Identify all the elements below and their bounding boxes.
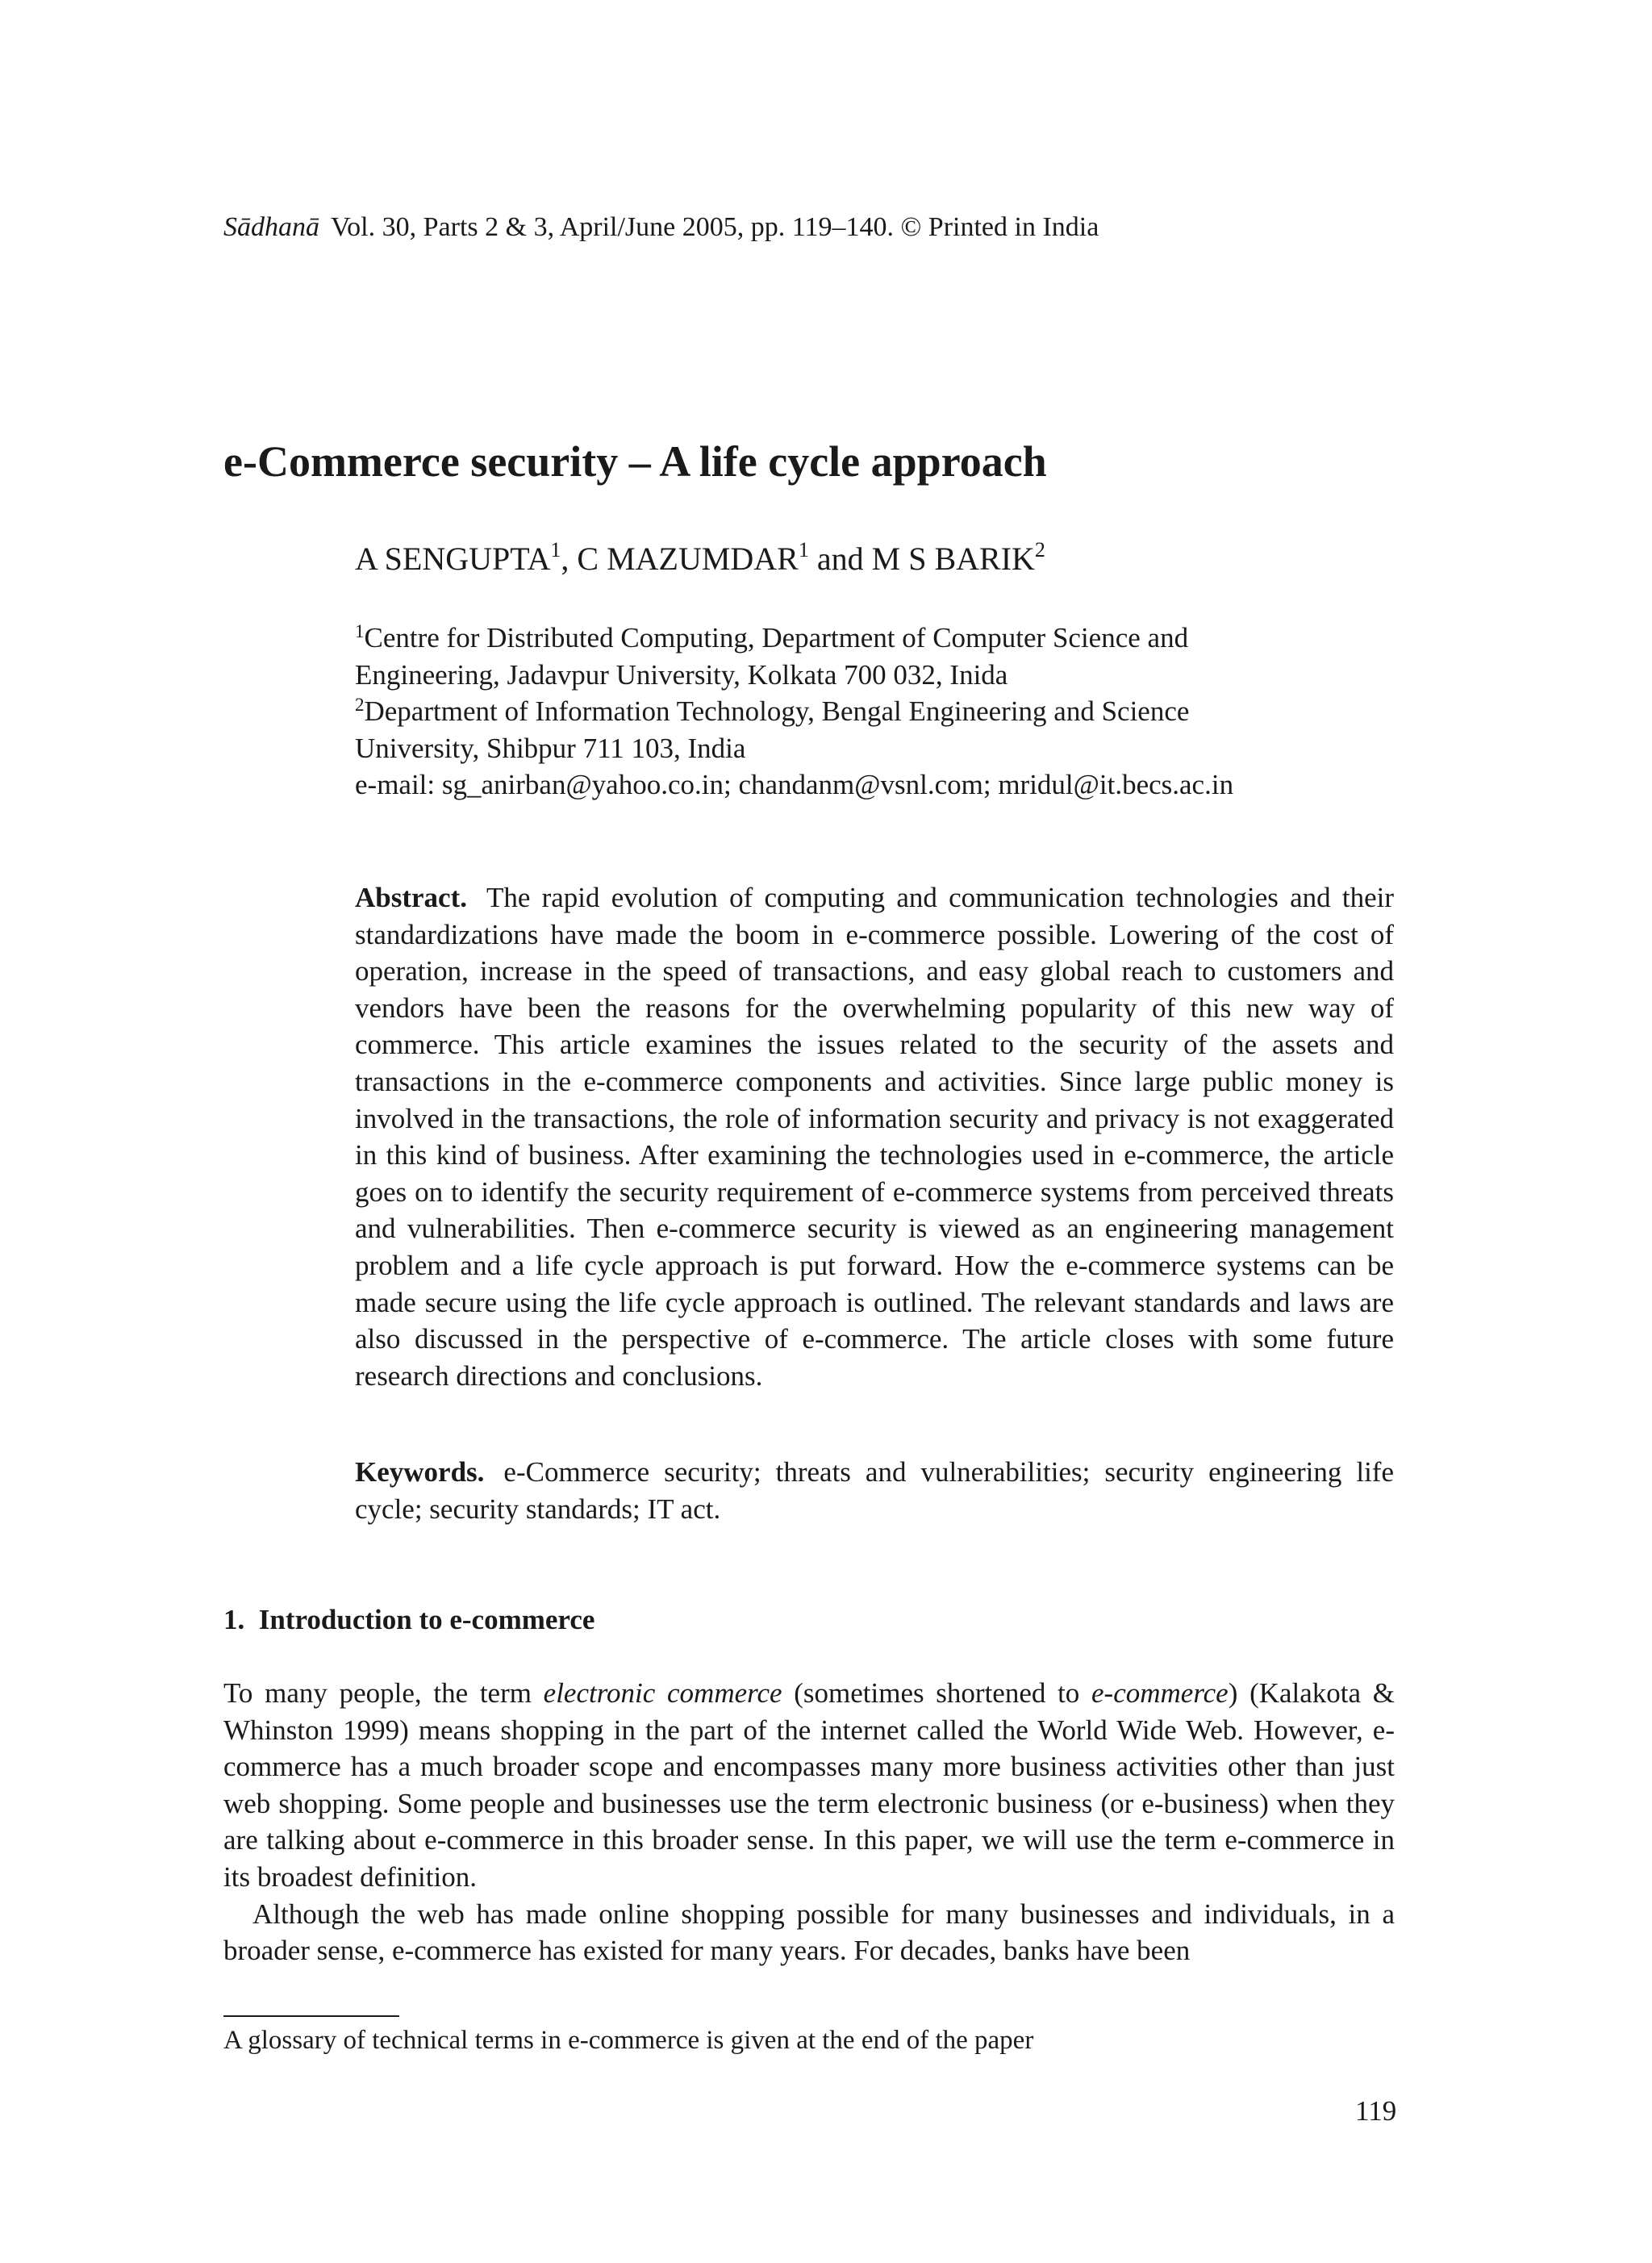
affiliations xyxy=(355,620,1404,804)
affiliation-mark: 2 xyxy=(355,695,365,715)
keywords xyxy=(355,1454,1394,1527)
author-separator: , xyxy=(561,541,578,577)
affiliation-1-line-2: Engineering, Jadavpur University, Kolkata 700 032, Inida xyxy=(355,658,1008,691)
author-name: A SENGUPTA xyxy=(355,541,551,577)
section-heading: 1. Introduction to e-commerce xyxy=(223,1604,595,1635)
author-affiliation-mark: 1 xyxy=(550,538,561,562)
journal-name: Sādhanā xyxy=(223,212,319,242)
section-body xyxy=(223,1675,1395,1969)
author-name: M S BARIK xyxy=(871,541,1035,577)
affiliation-text: Department of Information Technology, Bengal Engineering and Science xyxy=(364,695,1190,727)
footnote: A glossary of technical terms in e-commerce is given at the end of the paper xyxy=(223,2026,1034,2055)
abstract-text: The rapid evolution of computing and communication technologies and their standardizations have made the boom in e-commerce possible. Lowering of the cost of operation, increase in the speed of transactions, and easy global reach to customers and vendors have been the reasons for the overwhelming popularity of this new way of commerce. This article examines the issues related to the security of the assets and transactions in the e-commerce components and activities. Since large public money is involved in the transactions, the role of information security and privacy is not exaggerated in this kind of business. After examining the technologies used in e-commerce, the article goes on to identify the security requirement of e-commerce systems from perceived threats and vulnerabilities. Then e-commerce security is viewed as an engineering management problem and a life cycle approach is put forward. How the e-commerce systems can be made secure using the life cycle approach is outlined. The relevant standards and laws are also discussed in the perspective of e-commerce. The article closes with some future research directions and conclusions. xyxy=(355,882,1394,1392)
emphasis-text: e-commerce xyxy=(1091,1677,1229,1709)
keywords-label: Keywords. xyxy=(355,1456,485,1488)
author-affiliation-mark: 2 xyxy=(1034,538,1045,562)
email-line: e-mail: sg_anirban@yahoo.co.in; chandanm@vsnl.com; mridul@it.becs.ac.in xyxy=(355,769,1234,800)
abstract xyxy=(355,879,1394,1394)
paragraph-text: ) (Kalakota & Whinston 1999) means shopping in the part of the internet called the World Wide Web. However, e-commerce has a much broader scope and encompasses many more business activities other than just web shopping. Some people and businesses use the term electronic business (or e-business) when they are talking about e-commerce in this broader sense. In this paper, we will use the term e-commerce in its broadest definition. xyxy=(223,1677,1395,1893)
author-separator: and xyxy=(808,541,872,577)
page-number: 119 xyxy=(1355,2095,1397,2127)
footnote-rule xyxy=(223,2015,399,2017)
abstract-label: Abstract. xyxy=(355,882,467,913)
body-paragraph: Although the web has made online shopping possible for many businesses and individuals, in a broader sense, e-commerce has existed for many years. For decades, banks have been xyxy=(223,1898,1395,1967)
running-head xyxy=(223,211,1099,244)
affiliation-mark: 1 xyxy=(355,621,365,641)
affiliation-text: Centre for Distributed Computing, Department of Computer Science and xyxy=(364,622,1189,653)
affiliation-1-line-1 xyxy=(355,620,1404,657)
citation-info: Vol. 30, Parts 2 & 3, April/June 2005, pp. 119–140. © Printed in India xyxy=(331,212,1099,242)
affiliation-2-line-1 xyxy=(355,693,1404,730)
emphasis-text: electronic commerce xyxy=(543,1677,782,1709)
paper-title: e-Commerce security – A life cycle approach xyxy=(223,437,1047,486)
paragraph-text: To many people, the term xyxy=(223,1677,544,1709)
author-name: C MAZUMDAR xyxy=(577,541,799,577)
affiliation-2-line-2: University, Shibpur 711 103, India xyxy=(355,732,746,764)
author-affiliation-mark: 1 xyxy=(798,538,809,562)
author-list xyxy=(355,539,1045,579)
paragraph-text: (sometimes shortened to xyxy=(782,1677,1092,1709)
body-paragraph xyxy=(223,1675,1395,1896)
keywords-text: e-Commerce security; threats and vulnerabilities; security engineering life cycle; security standards; IT act. xyxy=(355,1456,1394,1525)
